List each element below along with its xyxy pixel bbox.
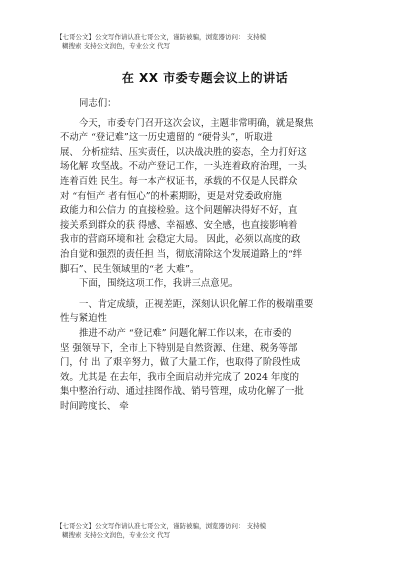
footer-notice-line: 糊搜索 支持公文润色，专业公文 代写 [62,531,171,539]
footer-notice-line: 【七哥公文】公文写作请认准七哥公文，谨防被骗，浏览器访问： 支持模 [56,522,267,530]
paragraph-line: 集中整治行动、通过挂图作战、销号管理，成功化解了一批 [60,386,304,398]
paragraph-line: 时间跨度长、 牵 [60,400,129,412]
header-notice-line: 糊搜索 支持公文润色，专业公文 代写 [62,42,171,50]
section-heading: 一、肯定成绩，正视差距，深刻认识化解工作的极端重要 [79,298,314,310]
paragraph-line: 治自觉和强烈的责任担 当，彻底清除这个发展道路上的“绊 [60,248,303,260]
header-notice [56,33,356,51]
salutation: 同志们： [79,98,117,109]
document-body [60,97,352,414]
paragraph-line: 脚石”、民生领域里的“老 大难”。 [60,263,200,275]
paragraph-line: 推进不动产 “登记难” 问题化解工作以来，在市委的 [79,327,292,339]
footer-notice [56,522,356,540]
document-title: 在 XX 市委专题会议上的讲话 [121,71,289,85]
paragraph-line: 今天，市委专门召开这次会议，主题非常明确，就是聚焦 [79,117,314,129]
header-notice-line: 【七哥公文】公文写作请认准七哥公文，谨防被骗，浏览器访问： 支持模 [56,33,267,41]
paragraph-line: 不动产 “登记难”这一历史遗留的 “硬骨头”，听取进 [60,132,273,144]
paragraph-line: 场化解 攻坚战。不动产登记工作，一头连着政府治理，一头 [60,161,307,173]
paragraph-line: 我市的营商环境和社 会稳定大局。 因此，必须以高度的政 [60,234,301,246]
paragraph-line: 门，付 出 了艰辛努力，做了大量工作，也取得了阶段性成 [60,357,301,369]
paragraph-line: 对 “有恒产 者有恒心”的朴素期盼，更是对党委政府施 [60,190,282,202]
paragraph-line: 坚 强领导下，全市上下特别是自然资源、住建、税务等部 [60,342,298,354]
paragraph-line: 接关系到群众的获 得感、幸福感、安全感，也直接影响着 [60,219,298,231]
paragraph-line: 政能力和公信力 的直接检验。这个问题解决得好不好，直 [60,205,298,217]
paragraph-line: 展、 分析症结、压实责任，以决战决胜的姿态，全力打好这 [60,146,307,158]
paragraph-line: 效。尤其是 在去年，我市全面启动并完成了 2024 年度的 [60,371,300,383]
section-heading: 性与紧迫性 [60,313,107,325]
paragraph-line: 连着百姓 民生。每一本产权证书，承载的不仅是人民群众 [60,175,298,187]
paragraph-line: 下面，围绕这项工作，我讲三点意见。 [79,278,239,290]
